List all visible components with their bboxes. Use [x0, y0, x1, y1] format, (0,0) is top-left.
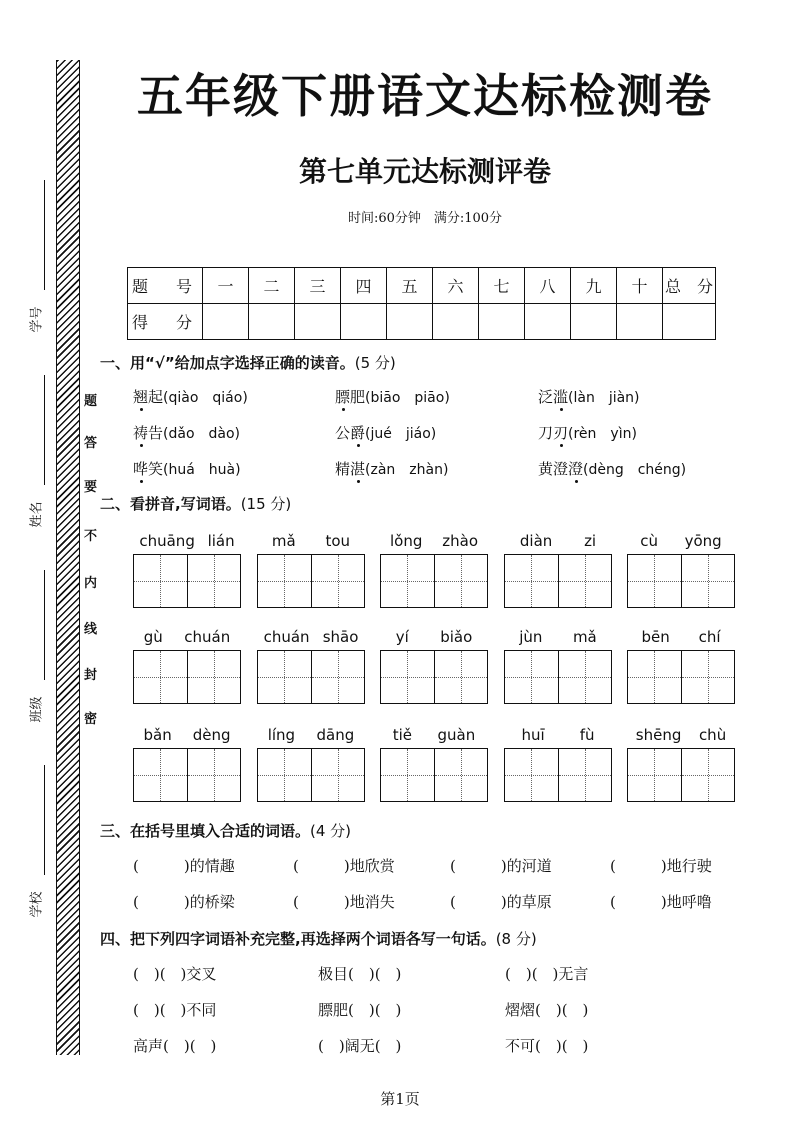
pinyin-label — [133, 726, 241, 744]
pinyin-syllable: shāo — [322, 628, 359, 646]
seal-word: 不 — [84, 529, 98, 544]
idiom-fill-item[interactable]: ( )( )无言 — [505, 965, 589, 983]
emphasis-dot — [342, 408, 345, 411]
pinyin-syllable: tiě — [392, 726, 413, 744]
pinyin-choice-item[interactable] — [133, 386, 248, 407]
score-col: 七 — [479, 268, 525, 304]
pinyin-label — [257, 628, 365, 646]
grid-cell[interactable] — [628, 555, 682, 607]
score-col: 十 — [617, 268, 663, 304]
word: 哗笑 — [133, 460, 164, 478]
score-col: 五 — [387, 268, 433, 304]
score-cell[interactable] — [341, 304, 387, 340]
pinyin-choice-item[interactable] — [133, 458, 241, 479]
idiom-fill-item[interactable]: 膘肥( )( ) — [318, 1001, 402, 1019]
section4-points: (8 分) — [495, 930, 537, 948]
idiom-fill-item[interactable]: 熠熠( )( ) — [505, 1001, 589, 1019]
emphasis-dot — [560, 444, 563, 447]
tianzi-grid[interactable] — [627, 650, 735, 704]
pinyin-syllable: dāng — [316, 726, 355, 744]
grid-cell[interactable] — [312, 651, 365, 703]
pinyin-syllable: chù — [698, 726, 727, 744]
pinyin-syllable: mǎ — [572, 628, 597, 646]
fill-blank-item[interactable]: ( )的情趣 — [133, 857, 235, 875]
tianzi-grid[interactable] — [504, 748, 612, 802]
grid-cell[interactable] — [134, 749, 188, 801]
pinyin-options: (rèn yìn) — [568, 426, 637, 442]
pinyin-label — [380, 628, 488, 646]
pinyin-label — [627, 532, 735, 550]
score-table — [127, 267, 716, 340]
section1-heading — [100, 352, 396, 373]
pinyin-label — [627, 726, 735, 744]
tianzi-grid[interactable] — [627, 748, 735, 802]
word: 泛滥 — [538, 388, 569, 406]
pinyin-syllable: líng — [267, 726, 296, 744]
score-col: 九 — [571, 268, 617, 304]
grid-cell[interactable] — [381, 749, 435, 801]
pinyin-syllable: chuán — [184, 628, 231, 646]
grid-cell[interactable] — [628, 749, 682, 801]
pinyin-syllable: guàn — [437, 726, 476, 744]
tianzi-grid[interactable] — [257, 554, 365, 608]
idiom-fill-item[interactable]: 不可( )( ) — [505, 1037, 589, 1055]
idiom-fill-item[interactable]: ( )( )不同 — [133, 1001, 217, 1019]
pinyin-syllable: biǎo — [440, 628, 473, 646]
score-col: 四 — [341, 268, 387, 304]
pinyin-label — [257, 726, 365, 744]
grid-cell[interactable] — [628, 651, 682, 703]
section3-heading-text: 三、在括号里填入合适的词语。 — [100, 822, 311, 840]
grid-cell[interactable] — [505, 651, 559, 703]
fill-blank-item[interactable]: ( )的草原 — [450, 893, 552, 911]
pinyin-syllable: mǎ — [271, 532, 296, 550]
tianzi-grid[interactable] — [133, 650, 241, 704]
seal-word: 线 — [84, 622, 98, 637]
emphasis-dot — [140, 444, 143, 447]
pinyin-syllable: chuāng — [139, 532, 195, 550]
grid-cell[interactable] — [312, 555, 365, 607]
section2-heading — [100, 493, 291, 514]
pinyin-label — [133, 628, 241, 646]
score-cell[interactable] — [617, 304, 663, 340]
pinyin-syllable: lǒng — [389, 532, 423, 550]
pinyin-label — [504, 628, 612, 646]
grid-cell[interactable] — [682, 555, 735, 607]
emphasis-dot — [357, 444, 360, 447]
idiom-fill-item[interactable]: 高声( )( ) — [133, 1037, 217, 1055]
section1-heading-text: 一、用“√”给加点字选择正确的读音。 — [100, 354, 355, 372]
section3-heading — [100, 820, 351, 841]
grid-cell[interactable] — [134, 651, 188, 703]
tianzi-grid[interactable] — [627, 554, 735, 608]
binding-hatch-strip — [56, 60, 80, 1055]
page-subtitle: 第七单元达标测评卷 — [298, 155, 551, 188]
word: 翘起 — [133, 388, 164, 406]
grid-cell[interactable] — [559, 651, 612, 703]
grid-cell[interactable] — [258, 651, 312, 703]
seal-word: 要 — [84, 480, 98, 495]
word: 黄澄澄 — [538, 460, 584, 478]
pinyin-syllable: zi — [584, 532, 597, 550]
score-cell[interactable] — [571, 304, 617, 340]
pinyin-syllable: yōng — [684, 532, 722, 550]
score-col: 六 — [433, 268, 479, 304]
grid-cell[interactable] — [559, 749, 612, 801]
score-col: 二 — [249, 268, 295, 304]
grid-cell[interactable] — [435, 651, 488, 703]
score-col: 一 — [203, 268, 249, 304]
grid-cell[interactable] — [682, 651, 735, 703]
word: 公爵 — [335, 424, 366, 442]
grid-cell[interactable] — [312, 749, 365, 801]
tianzi-grid[interactable] — [257, 748, 365, 802]
emphasis-dot — [357, 480, 360, 483]
tianzi-grid[interactable] — [133, 748, 241, 802]
pinyin-label — [380, 726, 488, 744]
pinyin-syllable: zhào — [442, 532, 479, 550]
score-cell[interactable] — [387, 304, 433, 340]
pinyin-options: (biāo piāo) — [365, 390, 450, 406]
pinyin-syllable: gù — [143, 628, 163, 646]
pinyin-syllable: dèng — [192, 726, 231, 744]
pinyin-label — [504, 532, 612, 550]
fill-blank-item[interactable]: ( )地行驶 — [610, 857, 712, 875]
score-total-header: 总 分 — [663, 268, 716, 304]
pinyin-options: (dǎo dào) — [163, 426, 241, 442]
label-student-id: 学号 — [29, 306, 45, 333]
emphasis-dot — [575, 480, 578, 483]
score-cell[interactable] — [433, 304, 479, 340]
emphasis-dot — [140, 480, 143, 483]
pinyin-syllable: bǎn — [143, 726, 172, 744]
grid-cell[interactable] — [505, 749, 559, 801]
tianzi-grid[interactable] — [380, 748, 488, 802]
grid-cell[interactable] — [188, 555, 241, 607]
idiom-fill-item[interactable]: ( )( )交叉 — [133, 965, 217, 983]
score-col: 八 — [525, 268, 571, 304]
score-cell[interactable] — [479, 304, 525, 340]
grid-cell[interactable] — [258, 749, 312, 801]
score-cell[interactable] — [525, 304, 571, 340]
seal-word: 内 — [84, 576, 98, 591]
fill-blank-item[interactable]: ( )的河道 — [450, 857, 552, 875]
emphasis-dot — [140, 408, 143, 411]
grid-cell[interactable] — [258, 555, 312, 607]
fill-blank-item[interactable]: ( )地呼噜 — [610, 893, 712, 911]
pinyin-choice-item[interactable] — [133, 422, 240, 443]
fill-blank-item[interactable]: ( )地欣赏 — [293, 857, 395, 875]
grid-cell[interactable] — [381, 555, 435, 607]
emphasis-dot — [560, 408, 563, 411]
section4-heading — [100, 928, 537, 949]
pinyin-syllable: huī — [521, 726, 545, 744]
section4-heading-text: 四、把下列四字词语补充完整,再选择两个词语各写一句话。 — [100, 930, 496, 948]
tianzi-grid[interactable] — [380, 554, 488, 608]
pinyin-syllable: diàn — [519, 532, 553, 550]
pinyin-label — [133, 532, 241, 550]
pinyin-options: (jué jiáo) — [365, 426, 437, 442]
tianzi-grid[interactable] — [380, 650, 488, 704]
page-title: 五年级下册语文达标检测卷 — [137, 69, 713, 123]
pinyin-syllable: lián — [207, 532, 235, 550]
score-cell[interactable] — [295, 304, 341, 340]
score-cell[interactable] — [203, 304, 249, 340]
score-col: 三 — [295, 268, 341, 304]
label-name: 姓名 — [29, 501, 45, 528]
score-total-cell[interactable] — [663, 304, 716, 340]
section2-points: (15 分) — [240, 495, 292, 513]
pinyin-options: (huá huà) — [163, 462, 241, 478]
pinyin-options: (dèng chéng) — [583, 462, 687, 478]
line-name — [44, 375, 45, 485]
line-school — [44, 765, 45, 875]
pinyin-options: (qiào qiáo) — [163, 390, 248, 406]
tianzi-grid[interactable] — [133, 554, 241, 608]
tianzi-grid[interactable] — [257, 650, 365, 704]
grid-cell[interactable] — [505, 555, 559, 607]
page-number: 第1页 — [380, 1090, 420, 1108]
pinyin-syllable: jùn — [519, 628, 543, 646]
pinyin-options: (zàn zhàn) — [365, 462, 449, 478]
score-table-score-row — [128, 304, 716, 340]
pinyin-syllable: bēn — [641, 628, 670, 646]
label-school: 学校 — [29, 891, 45, 918]
pinyin-syllable: chí — [698, 628, 721, 646]
section2-heading-text: 二、看拼音,写词语。 — [100, 495, 241, 513]
pinyin-choice-item[interactable] — [335, 386, 450, 407]
line-student-id — [44, 180, 45, 290]
word: 膘肥 — [335, 388, 366, 406]
pinyin-label — [380, 532, 488, 550]
idiom-fill-item[interactable]: ( )阔无( ) — [318, 1037, 402, 1055]
idiom-fill-item[interactable]: 极目( )( ) — [318, 965, 402, 983]
seal-word: 密 — [84, 712, 98, 727]
fill-blank-item[interactable]: ( )的桥梁 — [133, 893, 235, 911]
pinyin-label — [504, 726, 612, 744]
score-table-header-row — [128, 268, 716, 304]
pinyin-syllable: shēng — [635, 726, 682, 744]
pinyin-syllable: yí — [395, 628, 409, 646]
grid-cell[interactable] — [435, 555, 488, 607]
pinyin-choice-item[interactable] — [538, 386, 640, 407]
pinyin-label — [257, 532, 365, 550]
section1-row — [133, 386, 753, 410]
label-class: 班级 — [29, 696, 45, 723]
seal-word: 题 — [84, 394, 98, 409]
score-cell[interactable] — [249, 304, 295, 340]
exam-meta: 时间:60分钟 满分:100分 — [347, 211, 503, 226]
pinyin-syllable: tou — [325, 532, 351, 550]
seal-word: 封 — [84, 668, 98, 683]
score-table-row2-header: 得 分 — [128, 304, 203, 340]
section1-row — [133, 458, 753, 482]
grid-cell[interactable] — [134, 555, 188, 607]
pinyin-choice-item[interactable] — [538, 422, 637, 443]
seal-word: 答 — [84, 436, 98, 451]
grid-cell[interactable] — [381, 651, 435, 703]
fill-blank-item[interactable]: ( )地消失 — [293, 893, 395, 911]
grid-cell[interactable] — [682, 749, 735, 801]
pinyin-choice-item[interactable] — [538, 458, 686, 479]
pinyin-label — [627, 628, 735, 646]
grid-cell[interactable] — [435, 749, 488, 801]
tianzi-grid[interactable] — [504, 650, 612, 704]
section3-points: (4 分) — [310, 822, 352, 840]
word: 刀刃 — [538, 424, 569, 442]
section1-points: (5 分) — [354, 354, 396, 372]
pinyin-choice-item[interactable] — [335, 422, 436, 443]
pinyin-options: (làn jiàn) — [568, 390, 640, 406]
tianzi-grid[interactable] — [504, 554, 612, 608]
grid-cell[interactable] — [188, 749, 241, 801]
pinyin-choice-item[interactable] — [335, 458, 448, 479]
grid-cell[interactable] — [559, 555, 612, 607]
section1-row — [133, 422, 753, 446]
line-class — [44, 570, 45, 680]
grid-cell[interactable] — [188, 651, 241, 703]
pinyin-syllable: fù — [579, 726, 595, 744]
pinyin-syllable: chuán — [263, 628, 310, 646]
pinyin-syllable: cù — [640, 532, 659, 550]
score-table-row1-header: 题 号 — [128, 268, 203, 304]
word: 祷告 — [133, 424, 164, 442]
word: 精湛 — [335, 460, 366, 478]
